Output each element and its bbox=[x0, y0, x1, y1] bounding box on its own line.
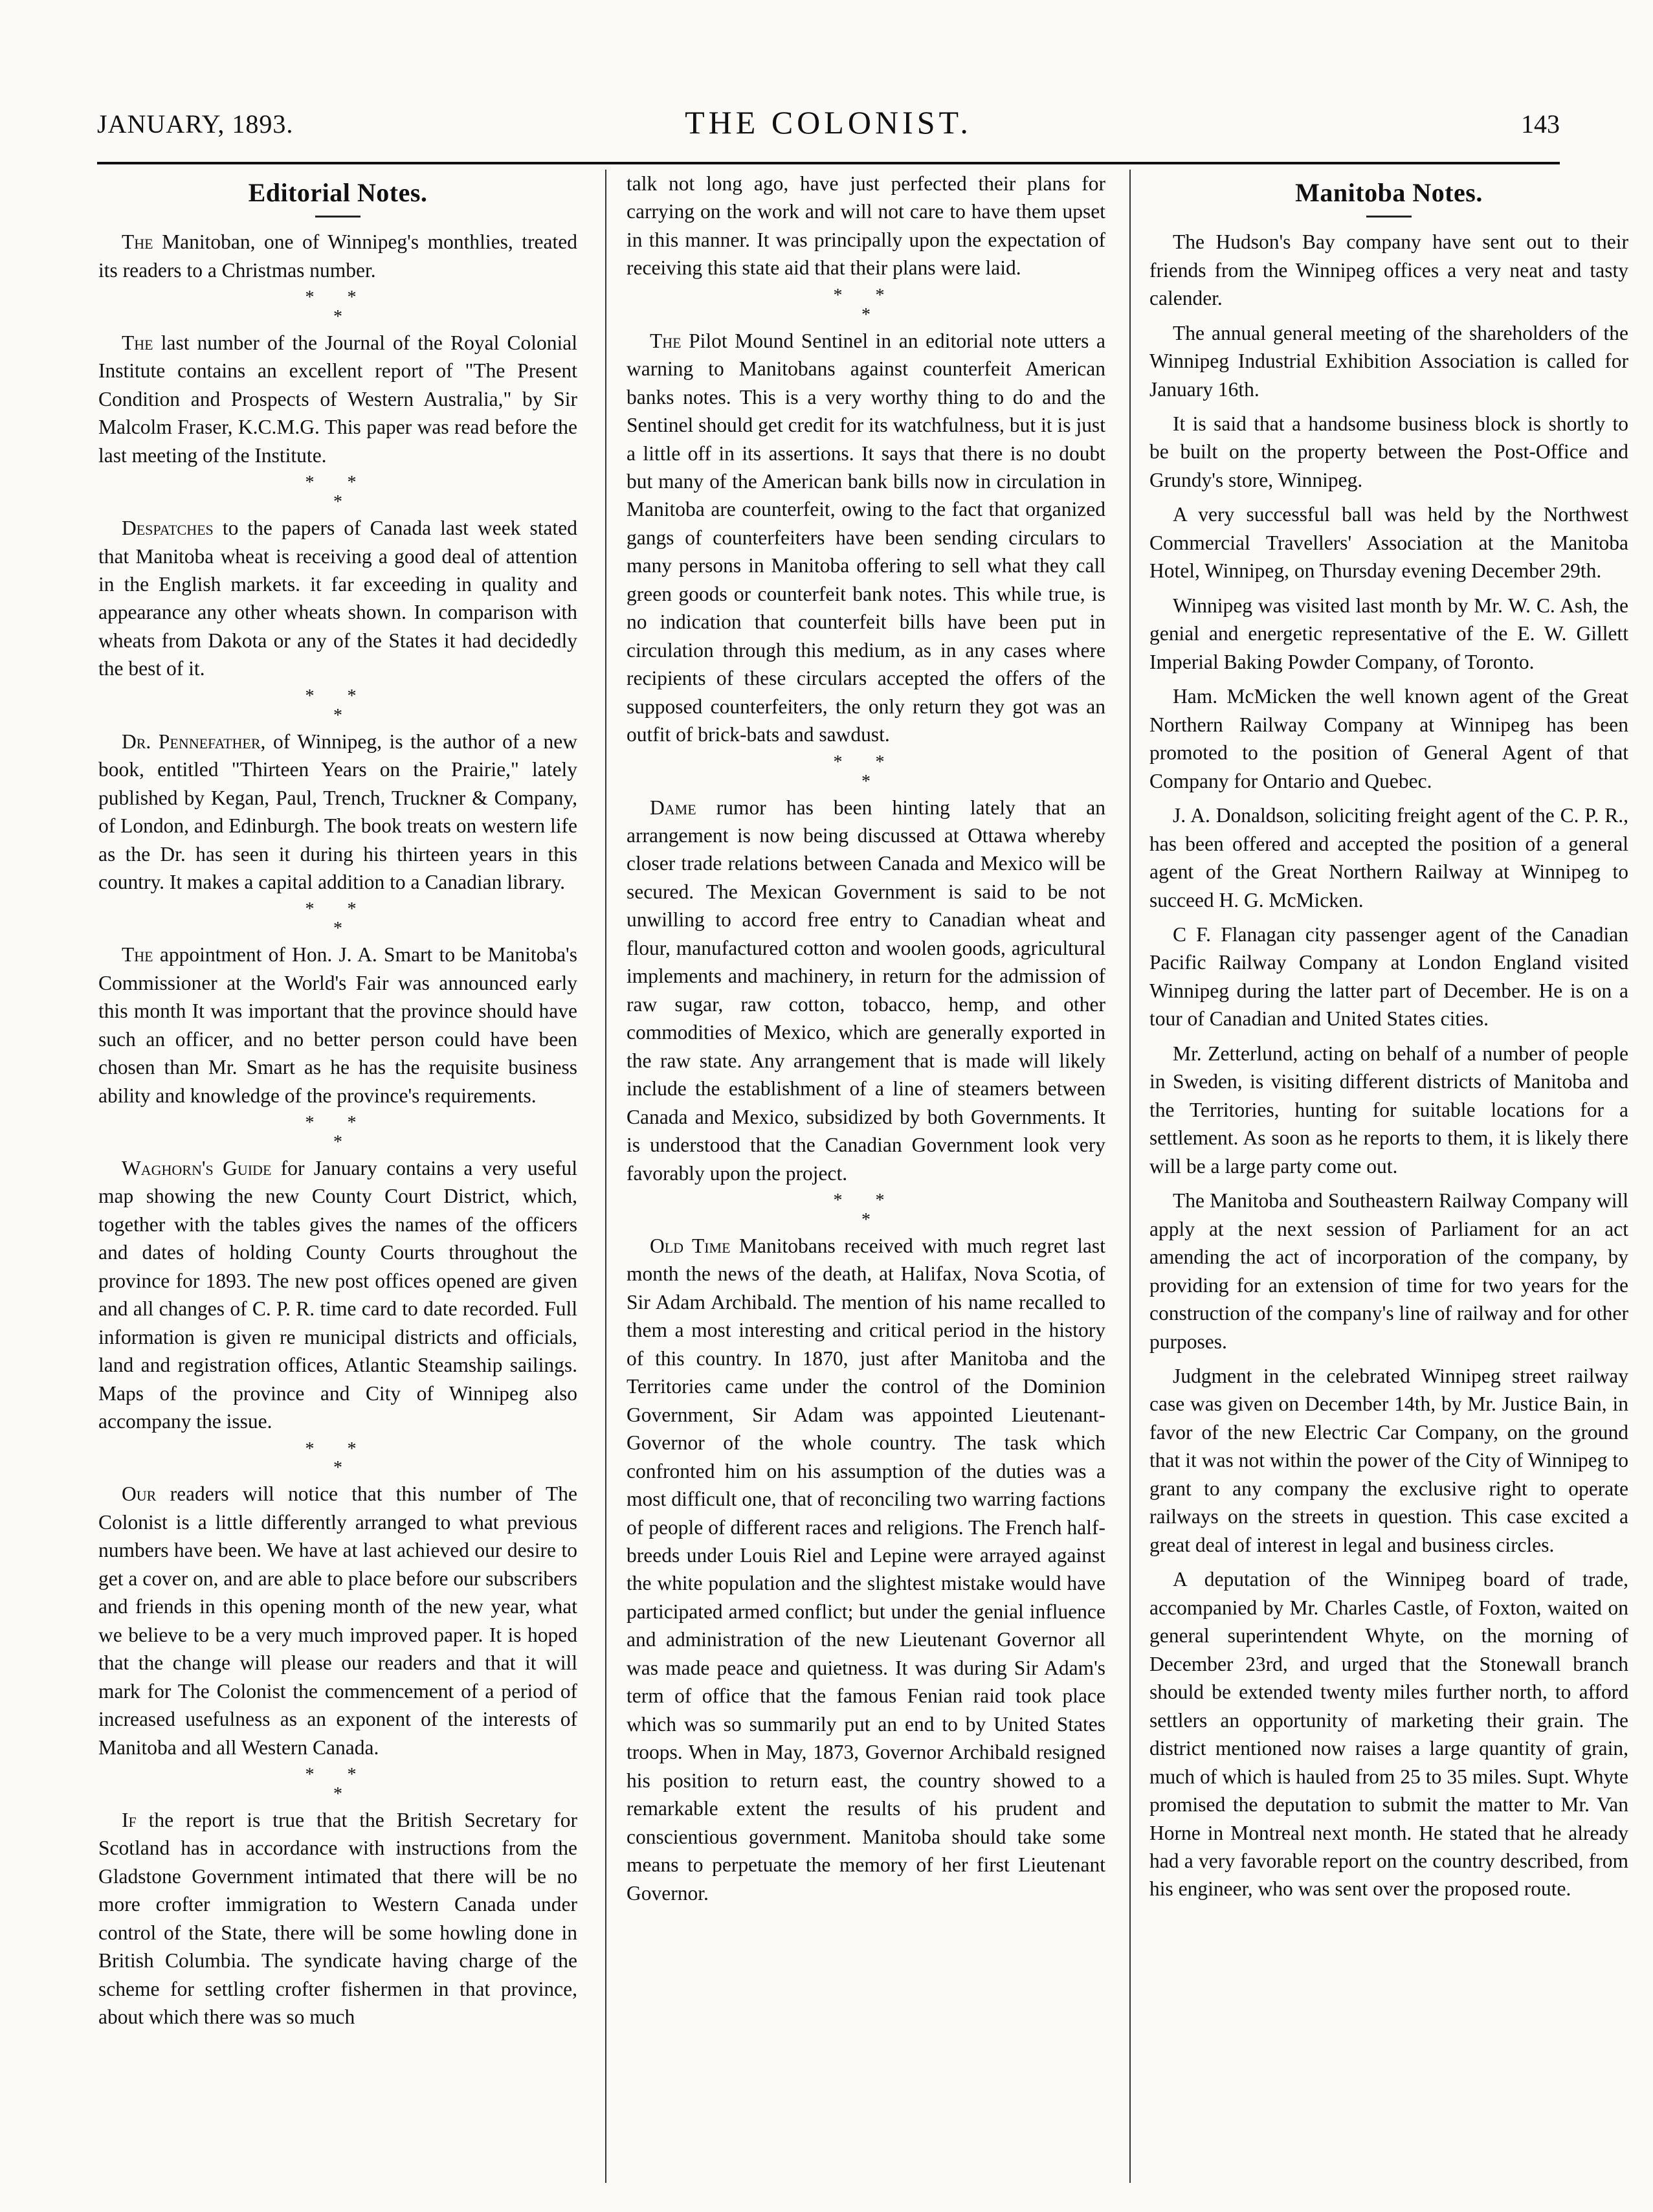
section-asterisk: * bbox=[861, 1209, 871, 1230]
section-asterisk: * bbox=[861, 304, 871, 325]
section-asterisk: * bbox=[861, 771, 871, 792]
editorial-paragraph: If the report is true that the British Secretary for Scotland has in accordance with instructions from the Gladstone Government intimated that there will be no more crofter immigration to Western Canada under control of the State, there will be some howling done in British Columbia. The syndicate having charge of the scheme for settling crofter fishermen in that province, about which there was so much bbox=[98, 1808, 577, 2029]
editorial-paragraph: talk not long ago, have just perfected their plans for carrying on the work and will not care to have them upset in this manner. It was principally upon the expectation of receiving this state aid that their plans were laid. bbox=[627, 172, 1105, 280]
manitoba-note: The Hudson's Bay company have sent out to their friends from the Winnipeg offices a very neat and tasty calender. bbox=[1149, 230, 1628, 310]
manitoba-note: Winnipeg was visited last month by Mr. W. C. Ash, the genial and energetic representative of the E. W. Gillett Imperial Baking Powder Company, of Toronto. bbox=[1149, 594, 1628, 673]
section-asterisk: * bbox=[333, 1458, 342, 1479]
editorial-continued-column bbox=[627, 170, 1105, 2183]
section-asterisks: * * bbox=[305, 899, 371, 920]
section-asterisks: * * bbox=[833, 1190, 899, 1211]
manitoba-note: The annual general meeting of the shareholders of the Winnipeg Industrial Exhibition Association is called for January 16th. bbox=[1149, 321, 1628, 401]
section-asterisks: * * bbox=[305, 473, 371, 493]
editorial-notes-column bbox=[98, 170, 577, 2183]
column-divider bbox=[605, 170, 606, 2183]
section-asterisks: * * bbox=[305, 686, 371, 706]
editorial-paragraph: The Manitoban, one of Winnipeg's monthlies, treated its readers to a Christmas number. bbox=[98, 230, 577, 282]
issue-date: JANUARY, 1893. bbox=[97, 109, 294, 139]
section-asterisks: * * bbox=[305, 287, 371, 308]
editorial-paragraph: Dr. Pennefather, of Winnipeg, is the author of a new book, entitled "Thirteen Years on the Prairie," lately published by Kegan, Paul, Trench, Truckner & Company, of London, and Edinburgh. The book treats on western life as the Dr. has seen it during his thirteen years in this country. It makes a capital addition to a Canadian library. bbox=[98, 730, 577, 894]
section-asterisk: * bbox=[333, 1783, 342, 1804]
editorial-paragraph: The last number of the Journal of the Royal Colonial Institute contains an excellent report of "The Present Condition and Prospects of Western Australia," by Sir Malcolm Fraser, K.C.M.G. This paper was read before the last meeting of the Institute. bbox=[98, 331, 577, 467]
header-rule bbox=[97, 162, 1560, 164]
section-asterisks: * * bbox=[305, 1765, 371, 1785]
editorial-paragraph: The appointment of Hon. J. A. Smart to be Manitoba's Commissioner at the World's Fair was announced early this month It was important that the province should have such an officer, and no better person could have been chosen than Mr. Smart as he has the requisite business ability and knowledge of the province's requirements. bbox=[98, 943, 577, 1107]
editorial-paragraph: Old Time Manitobans received with much regret last month the news of the death, at Halifax, Nova Scotia, of Sir Adam Archibald. The mention of his name recalled to them a most interesting and critical period in the history of this country. In 1870, just after Manitoba and the Territories came under the control of the Dominion Government, Sir Adam was appointed Lieutenant-Governor of the whole country. The task which confronted him on his assumption of the duties was a most difficult one, that of reconciling two warring factions of people of different races and religions. The French half-breeds under Louis Riel and Lepine were arrayed against the white population and the slightest mistake would have participated armed conflict; but under the genial influence and administration of the new Lieutenant Governor all was made peace and quietness. It was during Sir Adam's term of office that the famous Fenian raid took place which was so summarily put an end to by United States troops. When in May, 1873, Governor Archibald resigned his position to return east, the country showed to a remarkable extent the results of his prudent and conscientious government. Manitoba should take some means to perpetuate the memory of her first Lieutenant Governor. bbox=[627, 1234, 1105, 1905]
section-asterisk: * bbox=[333, 705, 342, 726]
section-asterisk: * bbox=[333, 306, 342, 327]
manitoba-note: It is said that a handsome business block is shortly to be built on the property between the Post-Office and Grundy's store, Winnipeg. bbox=[1149, 412, 1628, 491]
manitoba-note: J. A. Donaldson, soliciting freight agent of the C. P. R., has been offered and accepted the position of a general agent of the Great Northern Railway at Winnipeg to succeed H. G. McMicken. bbox=[1149, 804, 1628, 911]
manitoba-note: The Manitoba and Southeastern Railway Company will apply at the next session of Parliament for an act amending the act of incorporation of the company, by providing for an extension of time for two years for the construction of the company's line of railway and for other purposes. bbox=[1149, 1189, 1628, 1353]
masthead-title: THE COLONIST. bbox=[685, 104, 972, 140]
page-number: 143 bbox=[1521, 109, 1560, 139]
editorial-notes-heading: Editorial Notes. bbox=[248, 178, 428, 207]
editorial-paragraph: Our readers will notice that this number of The Colonist is a little differently arranged to what previous numbers have been. We have at last achieved our desire to get a cover on, and are able to place before our subscribers and friends in this opening month of the new year, what we believe to be a very much improved paper. It is hoped that the change will please our readers and that it will mark for The Colonist the commencement of a period of increased usefulness as an exponent of the interests of Manitoba and all Western Canada. bbox=[98, 1482, 577, 1759]
editorial-paragraph: Despatches to the papers of Canada last week stated that Manitoba wheat is receiving a good deal of attention in the English markets. it far exceeding in quality and appearance any other wheats shown. In comparison with wheats from Dakota or any of the States it had decidedly the best of it. bbox=[98, 517, 577, 680]
editorial-paragraph: Dame rumor has been hinting lately that an arrangement is now being discussed at Ottawa whereby closer trade relations between Canada and Mexico will be secured. The Mexican Government is said to be not unwilling to accord free entry to Canadian wheat and flour, manufactured cotton and woolen goods, agricultural implements and machinery, in return for the admission of raw sugar, raw cotton, tobacco, hemp, and other commodities of Mexico, which are generally exported in the raw state. Any arrangement that is made will likely include the establishment of a line of steamers between Canada and Mexico, subsidized by both Governments. It is understood that the Canadian Government look very favorably upon the project. bbox=[627, 796, 1105, 1185]
manitoba-note: A deputation of the Winnipeg board of trade, accompanied by Mr. Charles Castle, of Foxton, waited on general superintendent Whyte, on the morning of December 23rd, and urged that the Stonewall branch should be extended twenty miles further north, to afford settlers an opportunity of marketing their grain. The district mentioned now raises a large quantity of grain, much of which is hauled from 25 to 35 miles. Supt. Whyte promised the deputation to submit the matter to Mr. Van Horne in Montreal next month. He stated that he already had a very favorable report on the country described, from his engineer, who was sent over the proposed route. bbox=[1149, 1568, 1628, 1901]
manitoba-notes-column bbox=[1149, 170, 1628, 2183]
section-asterisk: * bbox=[333, 1132, 342, 1152]
heading-rule bbox=[315, 216, 361, 218]
manitoba-notes-heading: Manitoba Notes. bbox=[1295, 178, 1483, 207]
section-asterisks: * * bbox=[833, 285, 899, 306]
page-header bbox=[97, 104, 1560, 149]
column-divider bbox=[1129, 170, 1131, 2183]
section-asterisk: * bbox=[333, 919, 342, 939]
heading-rule bbox=[1366, 216, 1412, 218]
editorial-paragraph: The Pilot Mound Sentinel in an editorial note utters a warning to Manitobans against counterfeit American banks notes. This is a very worthy thing to do and the Sentinel should get credit for its watchfulness, but it is just a little off in its assertions. It says that there is no doubt but many of the American bank bills now in circulation in Manitoba are counterfeit, owing to the fact that organized gangs of counterfeiters have been sending circulars to many persons in Manitoba offering to sell what they call green goods or counterfeit bank notes. This while true, is no indication that counterfeit bills have been put in circulation through this medium, as in any cases where recipients of these circulars accepted the offers of the supposed counterfeiters, the only return they got was an outfit of brick-bats and sawdust. bbox=[627, 329, 1105, 746]
section-asterisks: * * bbox=[305, 1438, 371, 1459]
manitoba-note: Ham. McMicken the well known agent of the Great Northern Railway Company at Winnipeg has been promoted to the position of General Agent of that Company for Ontario and Quebec. bbox=[1149, 685, 1628, 792]
section-asterisk: * bbox=[333, 492, 342, 513]
section-asterisks: * * bbox=[833, 752, 899, 772]
section-asterisks: * * bbox=[305, 1113, 371, 1134]
editorial-paragraph: Waghorn's Guide for January contains a very useful map showing the new County Court District, which, together with the tables gives the names of the officers and dates of holding County Courts throughout the province for 1893. The new post offices opened are given and all changes of C. P. R. time card to date recorded. Full information is given re municipal districts and officials, land and registration offices, Atlantic Steamship sailings. Maps of the province and City of Winnipeg also accompany the issue. bbox=[98, 1156, 577, 1433]
manitoba-note: A very successful ball was held by the Northwest Commercial Travellers' Association at the Manitoba Hotel, Winnipeg, on Thursday evening December 29th. bbox=[1149, 503, 1628, 583]
manitoba-note: Judgment in the celebrated Winnipeg street railway case was given on December 14th, by Mr. Justice Bain, in favor of the new Electric Car Company, on the ground that it was not within the power of the City of Winnipeg to grant to any company the exclusive right to operate railways on the streets in question. This case excited a great deal of interest in legal and business circles. bbox=[1149, 1365, 1628, 1556]
manitoba-note: C F. Flanagan city passenger agent of the Canadian Pacific Railway Company at London England visited Winnipeg during the latter part of December. He is on a tour of Canadian and United States cities. bbox=[1149, 922, 1628, 1031]
manitoba-note: Mr. Zetterlund, acting on behalf of a number of people in Sweden, is visiting different districts of Manitoba and the Territories, hunting for suitable locations for a settlement. As soon as he reports to them, it is likely there will be a large party come out. bbox=[1149, 1042, 1628, 1178]
